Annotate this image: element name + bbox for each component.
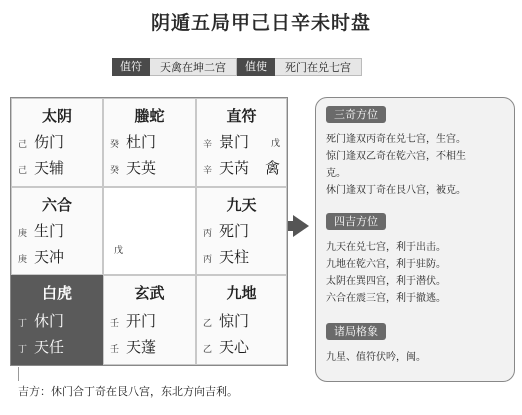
geju-title: 诸局格象 xyxy=(326,323,386,340)
zhifu-value: 天禽在坤二宫 xyxy=(150,58,237,76)
palace-god: 太阴 xyxy=(41,107,72,125)
palace-god: 九天 xyxy=(226,196,257,214)
zhifu-label: 值符 xyxy=(112,58,150,76)
footer-connector xyxy=(18,367,19,381)
palace-qian-6 xyxy=(196,275,287,365)
earth-stem: 戊 xyxy=(270,139,280,149)
palace-god: 九地 xyxy=(226,284,257,302)
star-stem: 辛 xyxy=(203,166,213,176)
palace-gen-8 xyxy=(11,275,103,365)
star: 天辅 xyxy=(34,159,65,177)
palace-god: 玄武 xyxy=(134,284,165,302)
palace-kan-1 xyxy=(103,275,196,365)
star: 天英 xyxy=(126,159,157,177)
star-stem: 乙 xyxy=(203,345,213,355)
footer-label: 吉方： xyxy=(18,385,51,398)
sanqi-title: 三奇方位 xyxy=(326,106,386,123)
star-stem: 癸 xyxy=(110,166,120,176)
palace-dui-7 xyxy=(196,187,287,275)
footer-text: 休门合丁奇在艮八宫，东北方向吉利。 xyxy=(51,385,238,398)
duty-info-bar xyxy=(112,58,362,76)
door: 开门 xyxy=(126,312,157,330)
star: 天任 xyxy=(34,338,65,356)
star: 天蓬 xyxy=(126,338,157,356)
sanqi-line: 休门逢双丁奇在艮八宫，被克。 xyxy=(326,185,466,196)
door-stem: 壬 xyxy=(110,319,120,329)
door: 伤门 xyxy=(34,133,65,151)
door: 杜门 xyxy=(126,133,157,151)
palace-li-9 xyxy=(103,98,196,187)
siji-line: 六合在震三宫，利于撤逃。 xyxy=(326,293,446,304)
sanqi-line: 惊门逢双乙奇在乾六宫，不相生 xyxy=(326,151,466,162)
door: 惊门 xyxy=(219,312,250,330)
palace-god: 直符 xyxy=(226,107,257,125)
chart-title: 阴遁五局甲己日辛未时盘 xyxy=(150,12,371,34)
arrow-right-icon xyxy=(293,215,309,237)
door-stem: 己 xyxy=(18,140,28,150)
palace-god: 白虎 xyxy=(41,284,72,302)
door-stem: 庚 xyxy=(18,229,28,239)
geju-line: 九星、值符伏吟，闽。 xyxy=(326,352,426,363)
star: 天心 xyxy=(219,338,250,356)
palace-xun-4 xyxy=(11,98,103,187)
palace-zhen-3 xyxy=(11,187,103,275)
center-stem: 戊 xyxy=(114,246,124,256)
palace-god: 六合 xyxy=(41,196,72,214)
siji-title: 四吉方位 xyxy=(326,213,386,230)
footer-note xyxy=(18,383,238,399)
door-stem: 丁 xyxy=(18,319,28,329)
door: 景门 xyxy=(219,133,250,151)
palace-center-5 xyxy=(103,187,196,275)
door-stem: 乙 xyxy=(203,319,213,329)
sanqi-line: 死门逢双丙奇在兑七宫，生宫。 xyxy=(326,134,466,145)
door-stem: 辛 xyxy=(203,140,213,150)
zhishi-label: 值使 xyxy=(237,58,275,76)
door: 生门 xyxy=(34,222,65,240)
star: 天柱 xyxy=(219,248,250,266)
star-stem: 己 xyxy=(18,166,28,176)
door-stem: 丙 xyxy=(203,229,213,239)
star-stem: 庚 xyxy=(18,255,28,265)
door-stem: 癸 xyxy=(110,140,120,150)
siji-line: 九天在兑七宫，利于出击。 xyxy=(326,242,446,253)
star: 天芮 xyxy=(219,159,250,177)
palace-god: 螣蛇 xyxy=(134,107,165,125)
star-stem: 壬 xyxy=(110,345,120,355)
zhishi-value: 死门在兑七宫 xyxy=(275,58,362,76)
star-stem: 丁 xyxy=(18,345,28,355)
star: 天冲 xyxy=(34,248,65,266)
siji-line: 九地在乾六宫，利于驻防。 xyxy=(326,259,446,270)
siji-line: 太阴在巽四宫，利于潜伏。 xyxy=(326,276,446,287)
door: 休门 xyxy=(34,312,65,330)
star-stem: 丙 xyxy=(203,255,213,265)
door: 死门 xyxy=(219,222,250,240)
analysis-panel xyxy=(315,97,515,382)
palace-kun-2 xyxy=(196,98,287,187)
sanqi-line: 克。 xyxy=(326,168,346,179)
palace-grid xyxy=(10,97,288,366)
qin-star: 禽 xyxy=(264,159,280,177)
